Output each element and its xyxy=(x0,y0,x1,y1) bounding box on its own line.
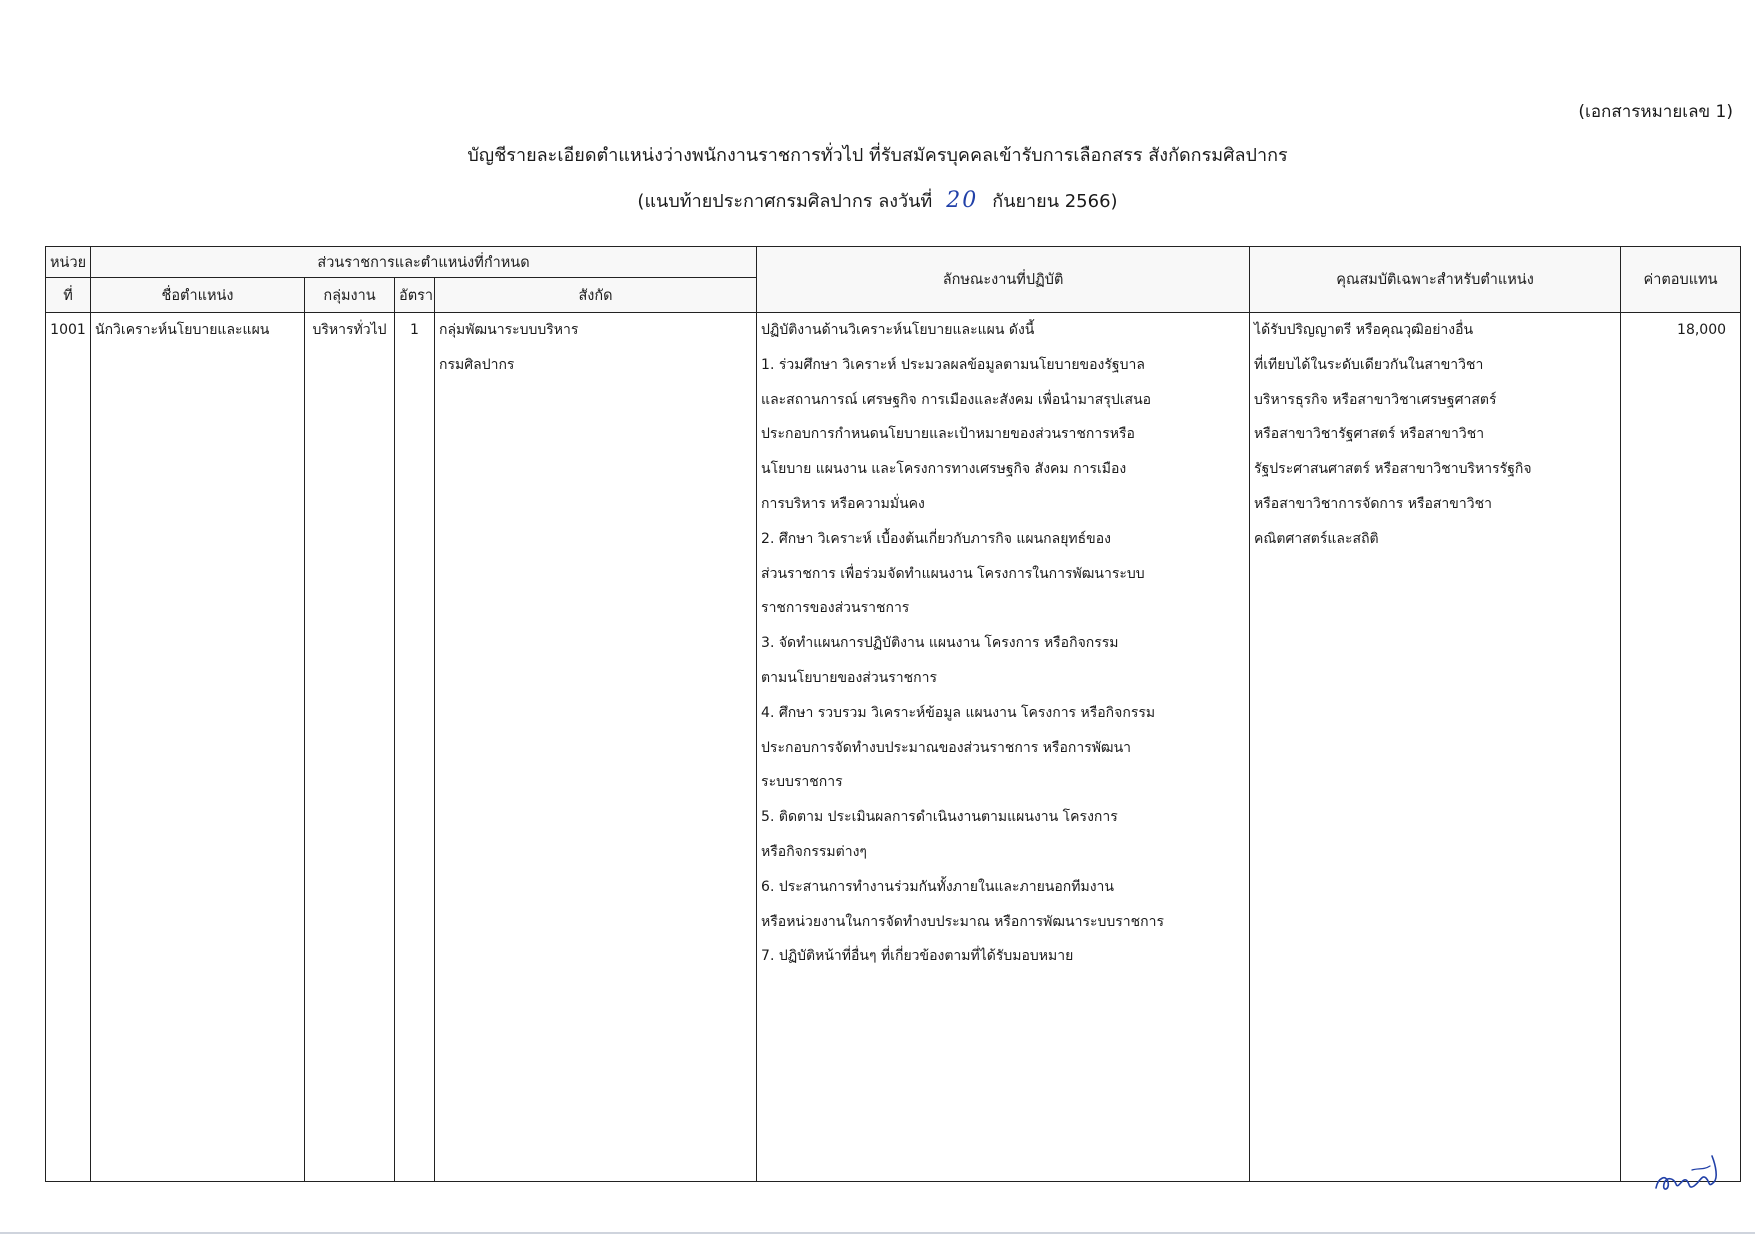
duty-line: ประกอบการจัดทำงบประมาณของส่วนราชการ หรือการพัฒนา xyxy=(761,739,1132,756)
qualification-line: คณิตศาสตร์และสถิติ xyxy=(1254,530,1379,547)
duty-line: 3. จัดทำแผนการปฏิบัติงาน แผนงาน โครงการ หรือกิจกรรม xyxy=(761,635,1119,652)
cell-unit: 1001 xyxy=(46,313,91,1182)
duty-line: ตามนโยบายของส่วนราชการ xyxy=(761,669,938,686)
page-bottom-rule xyxy=(0,1232,1755,1234)
table-row xyxy=(46,313,1741,1182)
duty-line: 7. ปฏิบัติหน้าที่อื่นๆ ที่เกี่ยวข้องตามที่ได้รับมอบหมาย xyxy=(761,948,1074,965)
duty-line: 2. ศึกษา วิเคราะห์ เบื้องต้นเกี่ยวกับภารกิจ แผนกลยุทธ์ของ xyxy=(761,530,1111,547)
header-affiliation: สังกัด xyxy=(435,278,757,313)
header-group-title: ส่วนราชการและตำแหน่งที่กำหนด xyxy=(91,247,757,278)
cell-affiliation xyxy=(435,313,757,1182)
duty-line: 6. ประสานการทำงานร่วมกันทั้งภายในและภายนอกทีมงาน xyxy=(761,878,1114,895)
duty-line: ส่วนราชการ เพื่อร่วมจัดทำแผนงาน โครงการในการพัฒนาระบบ xyxy=(761,565,1145,582)
header-duties: ลักษณะงานที่ปฏิบัติ xyxy=(757,247,1250,313)
duty-line: นโยบาย แผนงาน และโครงการทางเศรษฐกิจ สังคม การเมือง xyxy=(761,461,1127,478)
subtitle-suffix: กันยายน 2566) xyxy=(992,191,1118,212)
qualification-line: รัฐประศาสนศาสตร์ หรือสาขาวิชาบริหารรัฐกิจ xyxy=(1254,461,1532,478)
qualification-line: บริหารธุรกิจ หรือสาขาวิชาเศรษฐศาสตร์ xyxy=(1254,391,1497,408)
header-position-name: ชื่อตำแหน่ง xyxy=(91,278,305,313)
duty-line: หรือกิจกรรมต่างๆ xyxy=(761,843,867,860)
duty-line: 5. ติดตาม ประเมินผลการดำเนินงานตามแผนงาน โครงการ xyxy=(761,809,1118,826)
document-title: บัญชีรายละเอียดตำแหน่งว่างพนักงานราชการทั่วไป ที่รับสมัครบุคคลเข้ารับการเลือกสรร สังกัดกรมศิลปากร xyxy=(467,145,1288,166)
affiliation-line: กรมศิลปากร xyxy=(439,356,515,373)
document-subtitle xyxy=(0,186,1755,215)
qualification-line: หรือสาขาวิชารัฐศาสตร์ หรือสาขาวิชา xyxy=(1254,426,1485,443)
duty-line: ระบบราชการ xyxy=(761,774,843,791)
header-quota: อัตรา xyxy=(395,278,435,313)
header-row-top xyxy=(46,247,1741,278)
duty-line: 1. ร่วมศึกษา วิเคราะห์ ประมวลผลข้อมูลตามนโยบายของรัฐบาล xyxy=(761,356,1145,373)
duty-line: และสถานการณ์ เศรษฐกิจ การเมืองและสังคม เพื่อนำมาสรุปเสนอ xyxy=(761,391,1152,408)
handwritten-date-day: 20 xyxy=(946,188,979,213)
subtitle-prefix: (แนบท้ายประกาศกรมศิลปากร ลงวันที่ xyxy=(637,191,933,212)
header-qualifications: คุณสมบัติเฉพาะสำหรับตำแหน่ง xyxy=(1250,247,1621,313)
cell-position-name: นักวิเคราะห์นโยบายและแผน xyxy=(91,313,305,1182)
qualification-line: ที่เทียบได้ในระดับเดียวกันในสาขาวิชา xyxy=(1254,356,1484,373)
cell-qualifications xyxy=(1250,313,1621,1182)
cell-duties xyxy=(757,313,1250,1182)
affiliation-line: กลุ่มพัฒนาระบบบริหาร xyxy=(439,322,579,338)
duty-line: การบริหาร หรือความมั่นคง xyxy=(761,495,925,512)
duty-line: ประกอบการกำหนดนโยบายและเป้าหมายของส่วนราชการหรือ xyxy=(761,426,1135,443)
handwritten-signature xyxy=(1652,1148,1722,1196)
qualification-line: ได้รับปริญญาตรี หรือคุณวุฒิอย่างอื่น xyxy=(1254,322,1474,338)
cell-compensation: 18,000 xyxy=(1621,313,1741,1182)
header-job-group: กลุ่มงาน xyxy=(305,278,395,313)
header-unit-line1: หน่วย xyxy=(46,247,91,278)
header-unit-line2: ที่ xyxy=(46,278,91,313)
duty-line: ราชการของส่วนราชการ xyxy=(761,600,910,617)
duty-line: หรือหน่วยงานในการจัดทำงบประมาณ หรือการพัฒนาระบบราชการ xyxy=(761,913,1165,930)
cell-quota: 1 xyxy=(395,313,435,1182)
qualification-line: หรือสาขาวิชาการจัดการ หรือสาขาวิชา xyxy=(1254,495,1492,512)
vacancy-table xyxy=(45,246,1741,1182)
duty-line: 4. ศึกษา รวบรวม วิเคราะห์ข้อมูล แผนงาน โครงการ หรือกิจกรรม xyxy=(761,704,1156,721)
header-compensation: ค่าตอบแทน xyxy=(1621,247,1741,313)
duty-line: ปฏิบัติงานด้านวิเคราะห์นโยบายและแผน ดังนี้ xyxy=(761,322,1035,338)
cell-job-group: บริหารทั่วไป xyxy=(305,313,395,1182)
document-number: (เอกสารหมายเลข 1) xyxy=(1578,102,1733,122)
